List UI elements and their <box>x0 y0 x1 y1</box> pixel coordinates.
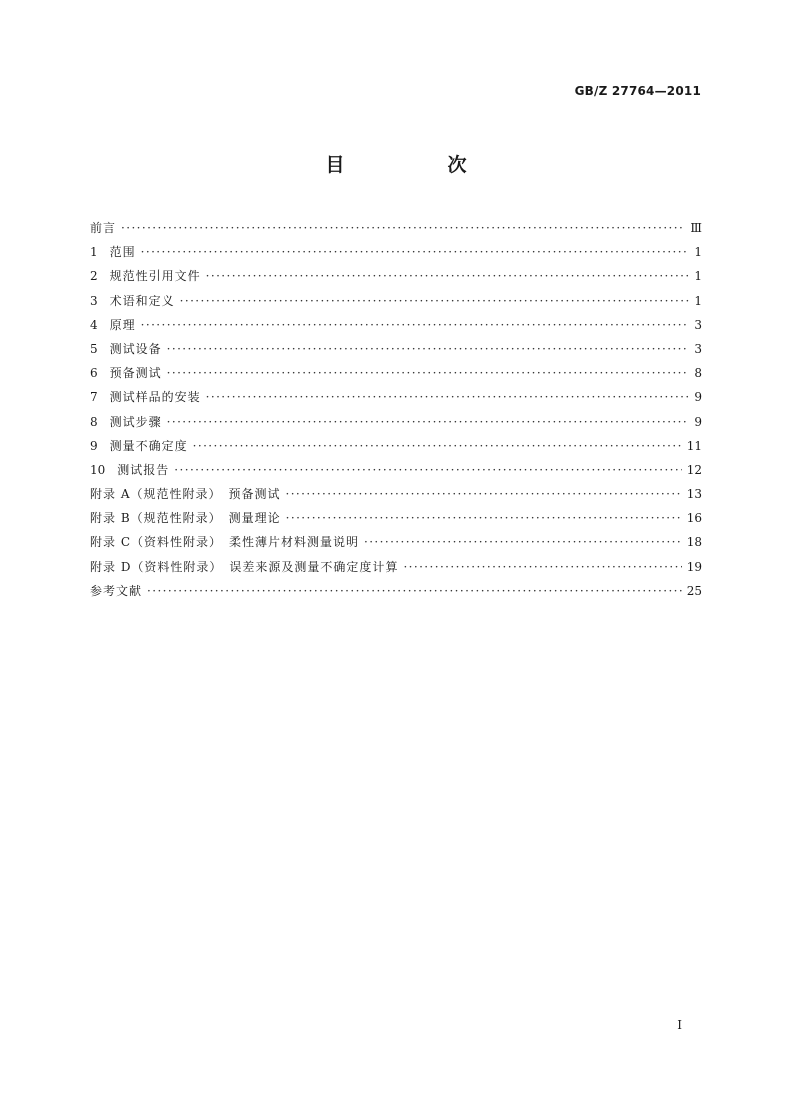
toc-entry-label: 规范性引用文件 <box>109 269 201 284</box>
toc-entry-page: 16 <box>686 511 702 526</box>
toc-title: 目 次 <box>325 154 509 176</box>
toc-entry-label: 测试步骤 <box>109 414 162 429</box>
toc-entry-number: 7 <box>90 390 98 405</box>
toc-entry-page: 9 <box>694 414 702 429</box>
toc-entry-label: 范围 <box>109 245 136 260</box>
toc-entry-annex-c[interactable] <box>90 530 702 554</box>
toc-entry-principle[interactable] <box>90 313 702 337</box>
toc-entry-sample-mounting[interactable] <box>90 385 702 409</box>
toc-entry-label: 附录 D（资料性附录） 误差来源及测量不确定度计算 <box>90 559 399 574</box>
toc-entry-label: 附录 C（资料性附录） 柔性薄片材料测量说明 <box>90 535 359 550</box>
dot-leader <box>285 482 681 506</box>
dot-leader <box>364 530 682 554</box>
toc-entry-page: 25 <box>686 583 702 598</box>
toc-entry-annex-b[interactable] <box>90 506 702 530</box>
toc-entry-normative-references[interactable] <box>90 264 702 288</box>
toc-entry-measurement-uncertainty[interactable] <box>90 434 702 458</box>
toc-entry-terms-definitions[interactable] <box>90 289 702 313</box>
toc-entry-page: 11 <box>686 438 702 453</box>
dot-leader <box>403 555 681 579</box>
toc-entry-label: 术语和定义 <box>109 293 175 308</box>
dot-leader <box>167 361 690 385</box>
toc-entry-label: 附录 B（规范性附录） 测量理论 <box>90 511 281 526</box>
toc-entry-label: 测试报告 <box>117 462 170 477</box>
toc-entry-page: Ⅲ <box>690 221 702 235</box>
toc-entry-page: 1 <box>694 293 702 308</box>
toc-entry-number: 1 <box>90 245 98 260</box>
toc-entry-label: 测量不确定度 <box>109 438 188 453</box>
toc-entry-annex-d[interactable] <box>90 555 702 579</box>
toc-entry-preliminary-test[interactable] <box>90 361 702 385</box>
toc-entry-number: 8 <box>90 414 98 429</box>
toc-entry-label: 测试设备 <box>109 341 162 356</box>
dot-leader <box>180 289 690 313</box>
toc-entry-number: 9 <box>90 438 98 453</box>
dot-leader <box>141 313 690 337</box>
toc-entry-number: 2 <box>90 269 98 284</box>
table-of-contents <box>90 216 702 603</box>
toc-entry-page: 1 <box>694 245 702 260</box>
toc-entry-label: 测试样品的安装 <box>109 390 201 405</box>
toc-entry-label: 前言 <box>90 221 117 235</box>
toc-entry-page: 3 <box>694 317 702 332</box>
dot-leader <box>206 264 690 288</box>
toc-entry-test-equipment[interactable] <box>90 337 702 361</box>
toc-entry-foreword[interactable] <box>90 216 702 240</box>
toc-entry-number: 10 <box>90 462 106 477</box>
dot-leader <box>174 458 681 482</box>
dot-leader <box>167 337 690 361</box>
toc-entry-page: 1 <box>694 269 702 284</box>
toc-entry-page: 19 <box>686 559 702 574</box>
toc-entry-page: 3 <box>694 341 702 356</box>
toc-entry-number: 3 <box>90 293 98 308</box>
dot-leader <box>193 434 682 458</box>
toc-entry-page: 18 <box>686 535 702 550</box>
toc-entry-label: 参考文献 <box>90 583 143 598</box>
dot-leader <box>206 385 690 409</box>
dot-leader <box>141 240 690 264</box>
toc-entry-label: 附录 A（规范性附录） 预备测试 <box>90 487 281 502</box>
toc-entry-number: 6 <box>90 366 98 381</box>
toc-entry-number: 5 <box>90 341 98 356</box>
dot-leader <box>286 506 682 530</box>
toc-entry-page: 9 <box>694 390 702 405</box>
toc-entry-test-procedure[interactable] <box>90 410 702 434</box>
toc-entry-scope[interactable] <box>90 240 702 264</box>
dot-leader <box>167 410 690 434</box>
page-number: I <box>677 1018 682 1032</box>
toc-entry-page: 12 <box>686 462 702 477</box>
toc-entry-label: 预备测试 <box>109 366 162 381</box>
standard-code: GB/Z 27764—2011 <box>574 84 701 98</box>
dot-leader <box>121 216 685 240</box>
toc-entry-page: 8 <box>694 366 702 381</box>
toc-entry-annex-a[interactable] <box>90 482 702 506</box>
toc-entry-test-report[interactable] <box>90 458 702 482</box>
toc-entry-bibliography[interactable] <box>90 579 702 603</box>
dot-leader <box>147 579 682 603</box>
toc-entry-page: 13 <box>686 487 702 502</box>
toc-entry-label: 原理 <box>109 317 136 332</box>
toc-entry-number: 4 <box>90 317 98 332</box>
